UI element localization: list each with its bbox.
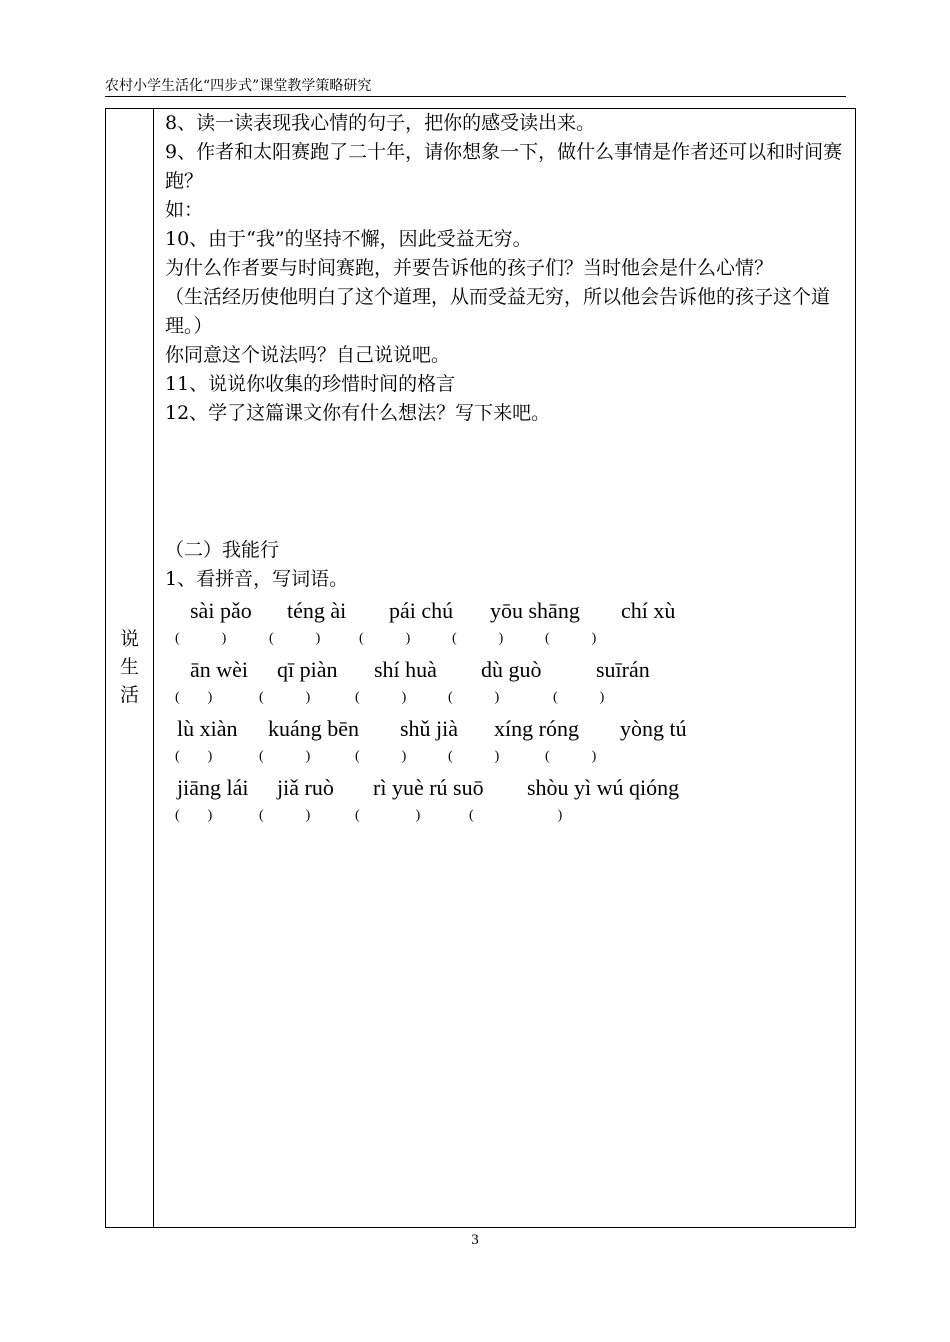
answer-blanks-row (165, 625, 851, 653)
page-header: 农村小学生活化“四步式”课堂教学策略研究 (105, 76, 846, 97)
pinyin-word: sài pǎo (190, 598, 252, 623)
side-label-char: 说 (119, 628, 139, 650)
pinyin-word: rì yuè rú suō (373, 775, 484, 800)
pinyin-word: kuáng bēn (268, 716, 360, 741)
pinyin-word: dù guò (481, 657, 542, 682)
answer-blank[interactable]: ( ) (545, 631, 597, 646)
side-label-cell (106, 109, 154, 1227)
pinyin-word: lù xiàn (177, 716, 238, 741)
answer-blank[interactable]: ( ) (175, 631, 227, 646)
content-cell (165, 109, 851, 830)
answer-blank[interactable]: ( ) (553, 690, 605, 705)
question-12: 12、学了这篇课文你有什么想法？写下来吧。 (165, 402, 551, 424)
answer-blank[interactable]: ( ) (359, 631, 411, 646)
answer-blank[interactable]: ( ) (259, 749, 311, 764)
section-title: （二）我能行 (165, 539, 280, 561)
question-11: 11、说说你收集的珍惜时间的格言 (165, 373, 456, 395)
side-label-char: 活 (119, 684, 139, 706)
answer-blank[interactable]: ( ) (448, 690, 500, 705)
question-10-why: 为什么作者要与时间赛跑，并要告诉他的孩子们？当时他会是什么心情？ (165, 257, 774, 279)
pinyin-word: yòng tú (620, 716, 687, 741)
answer-blank[interactable]: ( ) (355, 808, 421, 823)
answer-blank[interactable]: ( ) (269, 631, 321, 646)
section-task: 1、看拼音，写词语。 (165, 568, 349, 590)
answer-blank[interactable]: ( ) (175, 690, 213, 705)
pinyin-word: suīrán (596, 657, 650, 682)
example-label: 如： (165, 199, 204, 221)
answer-blank[interactable]: ( ) (355, 690, 407, 705)
pinyin-word: jiāng lái (177, 775, 249, 800)
page-number: 3 (471, 1232, 479, 1248)
answer-blank[interactable]: ( ) (448, 749, 500, 764)
question-8: 8、读一读表现我心情的句子，把你的感受读出来。 (165, 112, 596, 134)
pinyin-word: yōu shāng (490, 598, 580, 623)
pinyin-word: xíng róng (494, 716, 579, 741)
lesson-table (105, 108, 856, 1228)
question-9: 9、作者和太阳赛跑了二十年，请你想象一下，做什么事情是作者还可以和时间赛跑？ (165, 141, 843, 192)
pinyin-row (165, 714, 851, 743)
pinyin-word: chí xù (621, 598, 676, 623)
pinyin-word: qī piàn (277, 657, 338, 682)
pinyin-word: shí huà (374, 657, 437, 682)
answer-blank[interactable]: ( ) (259, 690, 311, 705)
question-10: 10、由于“我”的坚持不懈，因此受益无穷。 (165, 228, 532, 250)
pinyin-word: jiǎ ruò (277, 775, 334, 800)
pinyin-word: ān wèi (190, 657, 249, 682)
answer-blanks-row (165, 743, 851, 771)
answer-blank[interactable]: ( ) (545, 749, 597, 764)
answer-blanks-row (165, 802, 851, 830)
pinyin-row (165, 596, 851, 625)
answer-blank[interactable]: ( ) (175, 749, 213, 764)
pinyin-word: shòu yì wú qióng (527, 775, 680, 800)
answer-blank[interactable]: ( ) (355, 749, 407, 764)
answer-blanks-row (165, 684, 851, 712)
answer-blank[interactable]: ( ) (469, 808, 563, 823)
pinyin-row (165, 773, 851, 802)
question-10-note: （生活经历使他明白了这个道理，从而受益无穷，所以他会告诉他的孩子这个道理。） (165, 286, 831, 337)
pinyin-word: pái chú (389, 598, 454, 623)
side-label-char: 生 (119, 656, 139, 678)
side-label (106, 625, 153, 709)
answer-blank[interactable]: ( ) (452, 631, 504, 646)
answer-blank[interactable]: ( ) (175, 808, 213, 823)
answer-blank[interactable]: ( ) (259, 808, 311, 823)
writing-space (165, 428, 851, 536)
pinyin-word: shǔ jià (400, 716, 459, 741)
pinyin-word: téng ài (287, 598, 347, 623)
question-10-agree: 你同意这个说法吗？自己说说吧。 (165, 344, 451, 366)
pinyin-row (165, 655, 851, 684)
